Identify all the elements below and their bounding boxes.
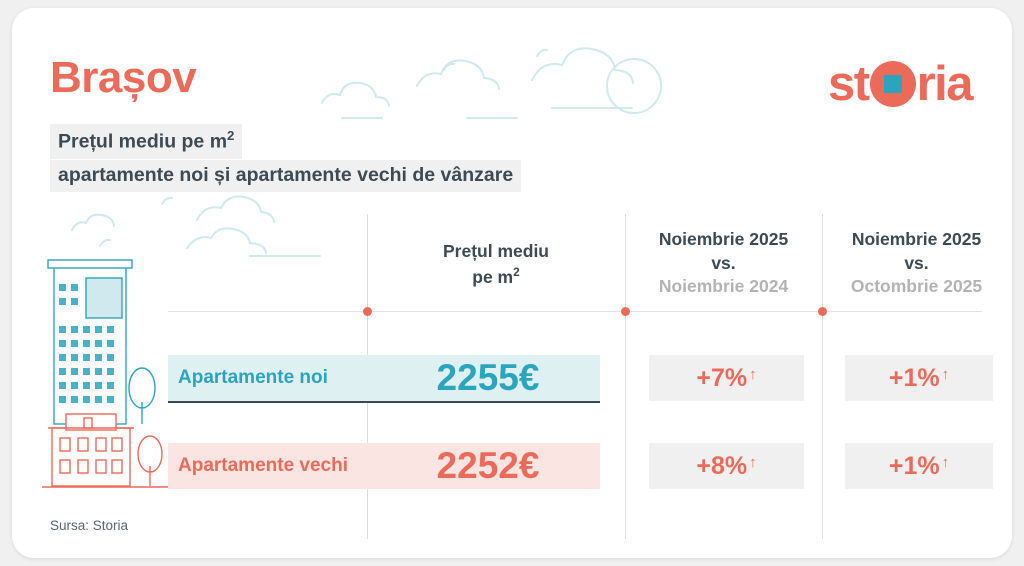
subtitle-line-1-superscript: 2 (227, 128, 235, 143)
row-label-old: Apartamente vechi (178, 455, 349, 476)
column-header-price-superscript: 2 (513, 264, 520, 279)
column-header-mom (824, 228, 1009, 299)
column-header-yoy-line3: Noiembrie 2024 (658, 276, 789, 297)
storia-o-logo-icon (870, 61, 916, 107)
divider-dot-2 (621, 307, 630, 316)
arrow-up-icon: ↑ (941, 453, 950, 471)
row-price-new: 2255€ (436, 357, 540, 398)
subtitle-line-1-text: Prețul mediu pe m (58, 130, 228, 153)
logo-text-left: st (827, 56, 869, 111)
divider-dot-1 (363, 307, 372, 316)
column-header-yoy-line1: Noiembrie 2025 (658, 229, 789, 249)
row-price-old: 2252€ (436, 445, 540, 486)
status-badge-mom-old (845, 443, 993, 489)
logo-text-right: ria (916, 56, 972, 111)
status-badge-yoy-old (649, 443, 804, 489)
page-title: Brașov (50, 53, 197, 102)
source-label: Sursa: Storia (50, 518, 129, 533)
storia-logo[interactable] (828, 56, 972, 112)
arrow-up-icon: ↑ (749, 365, 757, 383)
header-divider (168, 311, 982, 312)
column-header-price-line1: Prețul mediu (443, 241, 549, 261)
subtitle-line-1 (50, 124, 242, 159)
row-underline (168, 401, 600, 403)
row-label-new: Apartamente noi (178, 367, 328, 388)
status-badge-mom-new (845, 355, 993, 401)
table-row (168, 355, 600, 401)
column-header-yoy-line2: vs. (711, 252, 736, 273)
table-row (168, 443, 600, 489)
status-badge-yoy-new (649, 355, 804, 401)
divider-dot-3 (818, 307, 827, 316)
column-header-price-line2: pe m (472, 266, 514, 287)
arrow-up-icon: ↑ (941, 365, 950, 383)
arrow-up-icon: ↑ (749, 453, 757, 471)
column-header-price (370, 240, 622, 289)
status-badge-yoy-new-value: +7% (696, 363, 748, 392)
status-badge-mom-old-value: +1% (888, 451, 940, 480)
column-header-mom-line2: vs. (904, 252, 929, 273)
column-header-price-line2-wrap (370, 264, 622, 289)
status-badge-yoy-old-value: +8% (696, 451, 748, 480)
infographic-card (12, 8, 1012, 558)
subtitle-line-2: apartamente noi și apartamente vechi de vânzare (50, 160, 521, 192)
column-separator-3 (822, 214, 823, 539)
status-badge-mom-new-value: +1% (888, 363, 940, 392)
column-header-mom-line3: Octombrie 2025 (850, 276, 983, 297)
column-header-yoy (627, 228, 820, 299)
column-separator-2 (625, 214, 626, 539)
column-header-mom-line1: Noiembrie 2025 (851, 229, 982, 249)
